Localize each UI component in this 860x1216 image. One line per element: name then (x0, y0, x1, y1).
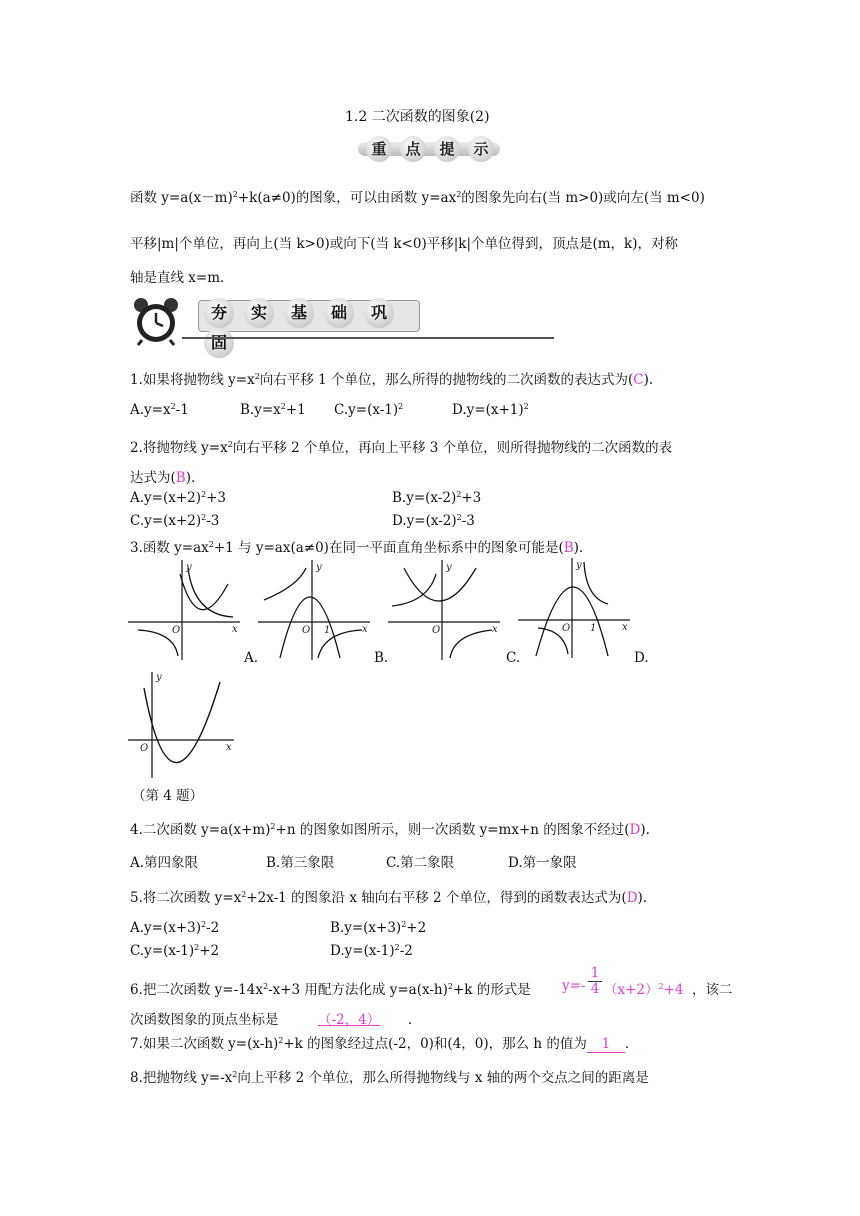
q2-option-c: $C.y=(x+2)^2-3$ (130, 513, 220, 529)
q5-option-c: $C.y=(x-1)^2+2$ (130, 943, 220, 959)
alarm-clock-icon (132, 296, 180, 346)
origin-label: O (562, 623, 571, 634)
q3-label-a: A. (244, 650, 259, 666)
axis-y-label: y (156, 672, 162, 683)
q6-stem-end: ，该二 (692, 982, 733, 998)
key-points-header (358, 136, 500, 162)
q1-option-d: $D.y=(x+1)^2$ (452, 402, 529, 418)
q6-answer-prefix: y=- (562, 978, 586, 994)
q6-vertex-answer: （-2，4） (318, 1012, 381, 1028)
q2-stem: 2.将抛物线 $y=x^2$向右平移 2 个单位，再向上平移 3 个单位，则所得抛物线的二次函数的表 (130, 440, 673, 456)
fraction-denominator: 4 (588, 981, 602, 997)
q1-option-c: $C.y=(x-1)^2$ (334, 402, 404, 418)
q2-option-b: $B.y=(x-2)^2+3$ (392, 490, 482, 506)
q3-label-b: B. (374, 650, 389, 666)
q4-option-a: A.第四象限 (130, 855, 199, 871)
q6-stem: 6.把二次函数 $y=-14x^2-x+3$ 用配方法化成 $y=a(x-h)^2+k$ 的形式是 (130, 982, 531, 998)
axis-x-label: x (232, 624, 238, 635)
q5-option-d: $D.y=(x-1)^2-2$ (330, 943, 413, 959)
fraction-numerator: 1 (590, 965, 600, 981)
q2-answer: B (175, 470, 186, 486)
q7-stem: 7.如果二次函数 $y=(x-h)^2+k$ 的图象经过点(-2，0)和(4，0)，那么 h 的值为 1 ． (130, 1036, 639, 1052)
q6-end: ． (408, 1012, 422, 1028)
axis-y-label: y (316, 562, 322, 573)
section-char: 基 (284, 298, 314, 328)
q3-graph-d (518, 558, 630, 658)
q3-label-d: D. (634, 650, 649, 666)
origin-label: O (140, 743, 149, 754)
key-points-line1: 函数 $y=a(x-m)^2+k(a\ne 0)$的图象，可以由函数 $y=ax^2$的图象先向右(当 m>0)或向左(当 m<0) (130, 190, 705, 206)
axis-y-label: y (186, 562, 192, 573)
tick-one-label: 1 (324, 625, 331, 636)
axis-x-label: x (492, 624, 498, 635)
q4-option-b: B.第三象限 (266, 855, 335, 871)
figure-caption: （第 4 题） (132, 788, 204, 804)
q4-figure (126, 670, 234, 782)
q2-option-a: $A.y=(x+2)^2+3$ (130, 490, 227, 506)
section-char: 夯 (204, 298, 234, 328)
axis-x-label: x (362, 624, 368, 635)
q7-answer: 1 (587, 1036, 625, 1053)
key-points-char: 重 (366, 136, 392, 162)
q1-option-a: $A.y=x^2-1$ (130, 402, 189, 418)
q3-stem: 3.函数 $y=ax^2+1$ 与 y=ax(a≠0)在同一平面直角坐标系中的图象可能是(B). (130, 540, 584, 556)
q1-option-b: $B.y=x^2+1$ (240, 402, 306, 418)
q4-stem: 4.二次函数 $y=a(x+m)^2+n$ 的图象如图所示，则一次函数 y=mx+n 的图象不经过(D). (130, 822, 650, 838)
origin-label: O (432, 625, 441, 636)
q4-answer: D (629, 822, 641, 838)
q6-line2: 次函数图象的顶点坐标是 (130, 1012, 279, 1028)
q1-answer: C (633, 372, 644, 388)
key-points-char: 示 (468, 136, 494, 162)
section-char: 巩 (364, 298, 394, 328)
tick-one-label: 1 (590, 623, 597, 634)
section-char: 固 (204, 328, 234, 358)
key-points-line2: 平移|m|个单位，再向上(当 k>0)或向下(当 k<0)平移|k|个单位得到，顶点是(m，k)，对称 (130, 236, 679, 252)
q5-answer: D (626, 890, 638, 906)
q3-label-c: C. (506, 650, 521, 666)
q1-stem: 1.如果将抛物线 $y=x^2$向右平移 1 个单位，那么所得的抛物线的二次函数的表达式为(C). (130, 372, 654, 388)
section-banner (132, 296, 424, 352)
q3-graph-c (388, 560, 500, 660)
q6-answer-body: $(x+2)^2+4$ (604, 982, 684, 998)
q5-option-b: $B.y=(x+3)^2+2$ (330, 920, 427, 936)
q4-option-d: D.第一象限 (508, 855, 577, 871)
key-points-char: 提 (434, 136, 460, 162)
section-char: 础 (324, 298, 354, 328)
q3-graph-a (128, 560, 240, 660)
axis-y-label: y (576, 560, 582, 571)
q4-option-c: C.第二象限 (386, 855, 455, 871)
key-points-char: 点 (400, 136, 426, 162)
q2-stem-cont: 达式为(B). (130, 470, 196, 486)
key-points-line3: 轴是直线 x=m． (130, 270, 234, 286)
axis-y-label: y (446, 562, 452, 573)
q3-answer: B (563, 540, 574, 556)
q5-option-a: $A.y=(x+3)^2-2$ (130, 920, 220, 936)
q3-graph-b (258, 560, 370, 660)
origin-label: O (172, 625, 181, 636)
axis-x-label: x (622, 622, 628, 633)
q6-answer-fraction (588, 966, 602, 997)
section-char: 实 (244, 298, 274, 328)
q5-stem: 5.将二次函数 $y=x^2+2x-1$ 的图象沿 x 轴向右平移 2 个单位，得到的函数表达式为(D). (130, 890, 648, 906)
axis-x-label: x (226, 742, 232, 753)
q8-stem: 8.把抛物线 $y=-x^2$向上平移 2 个单位，那么所得抛物线与 x 轴的两个交点之间的距离是 (130, 1070, 649, 1086)
origin-label: O (302, 625, 311, 636)
page-title: 1.2 二次函数的图象(2) (345, 109, 490, 125)
q2-option-d: $D.y=(x-2)^2-3$ (392, 513, 475, 529)
